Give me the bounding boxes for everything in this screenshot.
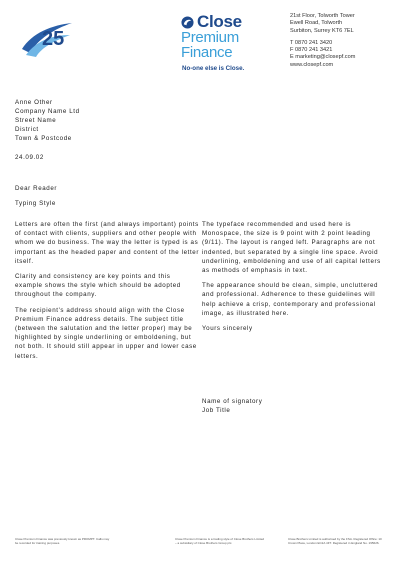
company-email: E marketing@closepf.com (290, 54, 356, 61)
brand-word-finance: Finance (181, 44, 233, 61)
recipient-street: Street Name (15, 117, 57, 124)
company-phone: T 0870 241 3420 (290, 39, 333, 46)
footer-note-left: Close Premium Finance was previously known as PROMPT. Calls may be recorded for training purposes. (15, 537, 110, 545)
address-line: 21st Floor, Tolworth Tower (290, 13, 355, 19)
recipient-town: Town & Postcode (15, 135, 72, 142)
signature-block (202, 397, 262, 415)
subject-title: Typing Style (15, 200, 56, 207)
brand-tagline: No-one else is Close. (182, 65, 245, 72)
recipient-name: Anne Other (15, 99, 53, 106)
close-swirl-icon (181, 16, 194, 29)
brand-word-close: Close (197, 12, 242, 31)
anniversary-25-icon (18, 15, 74, 61)
salutation: Dear Reader (15, 185, 58, 192)
brand-word-premium: Premium (181, 29, 239, 46)
body-paragraph: Clarity and consistency are key points and this example shows the style which should be adopted throughout the company. (15, 273, 181, 299)
anniversary-number: 25 (42, 28, 65, 50)
recipient-district: District (15, 126, 39, 133)
brand-wordmark (181, 14, 251, 30)
recipient-address (15, 98, 80, 143)
body-column-left (15, 220, 200, 367)
closing: Yours sincerely (202, 325, 253, 333)
address-line: Surbiton, Surrey KT6 7EL (290, 27, 354, 34)
company-address (290, 13, 355, 69)
body-paragraph: The typeface recommended and used here is Monospace, the size is 9 point with 2 point leading (9/11). The layout is ranged left. Paragraphs are not indented, but separated by a single line space. Avoid underlining, emboldening and use of all capital letters as methods of emphasis in text. (202, 221, 381, 275)
body-paragraph: Letters are often the first (and always important) points of contact with clients, suppliers and other people with whom we do business. The way the letter is typed is as important as the headed paper and content of the letter itself. (15, 221, 200, 265)
footer-note-right: Close Brothers Limited is authorised by the FSA. Registered Office: 10 Crown Place, London EC2A 4FT. Registered in England No. 195626. (288, 537, 382, 545)
letter-date: 24.09.02 (15, 154, 44, 161)
body-paragraph: The recipient's address should align with the Close Premium Finance address details. The subject title (between the salutation and the letter proper) may be highlighted by single underlining or emboldening, but not both. It should still appear in upper and lower case letters. (15, 306, 197, 360)
signatory-name: Name of signatory (202, 398, 263, 405)
address-line: Ewell Road, Tolworth (290, 20, 343, 27)
anniversary-logo (18, 15, 74, 61)
recipient-company: Company Name Ltd (15, 108, 80, 115)
company-website: www.closepf.com (290, 61, 334, 68)
footer-note-middle: Close Premium Finance is a trading style of Close Brothers Limited – a subsidiary of Close Brothers Group plc. (175, 537, 265, 545)
body-column-right (202, 220, 390, 339)
signatory-job-title: Job Title (202, 407, 231, 414)
body-paragraph: The appearance should be clean, simple, uncluttered and professional. Adherence to these guidelines will help achieve a crisp, contemporary and professional image, as illustrated here. (202, 282, 379, 317)
brand-logo (181, 14, 251, 60)
company-fax: F 0870 241 3421 (290, 47, 333, 54)
